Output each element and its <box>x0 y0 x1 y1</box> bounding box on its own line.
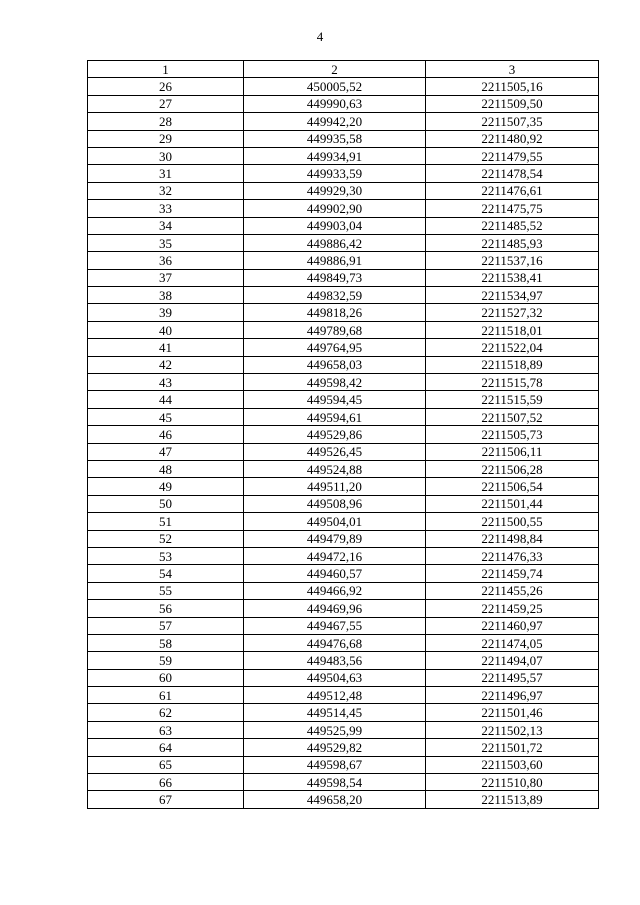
point-number-cell: 41 <box>88 339 244 356</box>
table-row <box>88 565 599 582</box>
x-coordinate-cell: 449472,16 <box>244 547 426 564</box>
x-coordinate-cell: 449467,55 <box>244 617 426 634</box>
table-row <box>88 460 599 477</box>
table-row <box>88 217 599 234</box>
table-row <box>88 130 599 147</box>
y-coordinate-cell: 2211485,93 <box>426 234 599 251</box>
y-coordinate-cell: 2211495,57 <box>426 669 599 686</box>
y-coordinate-cell: 2211498,84 <box>426 530 599 547</box>
y-coordinate-cell: 2211494,07 <box>426 652 599 669</box>
point-number-cell: 54 <box>88 565 244 582</box>
table-row <box>88 739 599 756</box>
y-coordinate-cell: 2211500,55 <box>426 513 599 530</box>
y-coordinate-cell: 2211506,28 <box>426 460 599 477</box>
y-coordinate-cell: 2211507,52 <box>426 408 599 425</box>
x-coordinate-cell: 449658,20 <box>244 791 426 808</box>
x-coordinate-cell: 449476,68 <box>244 634 426 651</box>
y-coordinate-cell: 2211496,97 <box>426 687 599 704</box>
y-coordinate-cell: 2211501,72 <box>426 739 599 756</box>
point-number-cell: 49 <box>88 478 244 495</box>
coordinates-table <box>87 60 599 809</box>
y-coordinate-cell: 2211510,80 <box>426 774 599 791</box>
x-coordinate-cell: 449929,30 <box>244 182 426 199</box>
x-coordinate-cell: 450005,52 <box>244 78 426 95</box>
y-coordinate-cell: 2211459,74 <box>426 565 599 582</box>
table-row <box>88 704 599 721</box>
y-coordinate-cell: 2211505,73 <box>426 426 599 443</box>
table-row <box>88 669 599 686</box>
point-number-cell: 35 <box>88 234 244 251</box>
table-row <box>88 721 599 738</box>
y-coordinate-cell: 2211506,11 <box>426 443 599 460</box>
table-row <box>88 478 599 495</box>
page-number: 4 <box>316 29 324 44</box>
point-number-cell: 31 <box>88 165 244 182</box>
point-number-cell: 38 <box>88 287 244 304</box>
x-coordinate-cell: 449902,90 <box>244 200 426 217</box>
y-coordinate-cell: 2211509,50 <box>426 95 599 112</box>
x-coordinate-cell: 449598,42 <box>244 374 426 391</box>
table-row <box>88 391 599 408</box>
table-row <box>88 252 599 269</box>
point-number-cell: 30 <box>88 147 244 164</box>
x-coordinate-cell: 449466,92 <box>244 582 426 599</box>
table-row <box>88 95 599 112</box>
x-coordinate-cell: 449658,03 <box>244 356 426 373</box>
y-coordinate-cell: 2211476,33 <box>426 547 599 564</box>
x-coordinate-cell: 449512,48 <box>244 687 426 704</box>
table-row <box>88 495 599 512</box>
column-header-1: 1 <box>88 61 244 78</box>
point-number-cell: 65 <box>88 756 244 773</box>
y-coordinate-cell: 2211513,89 <box>426 791 599 808</box>
table-row <box>88 78 599 95</box>
table-row <box>88 530 599 547</box>
point-number-cell: 66 <box>88 774 244 791</box>
point-number-cell: 50 <box>88 495 244 512</box>
table-row <box>88 287 599 304</box>
point-number-cell: 63 <box>88 721 244 738</box>
x-coordinate-cell: 449935,58 <box>244 130 426 147</box>
y-coordinate-cell: 2211534,97 <box>426 287 599 304</box>
y-coordinate-cell: 2211503,60 <box>426 756 599 773</box>
table-row <box>88 147 599 164</box>
y-coordinate-cell: 2211474,05 <box>426 634 599 651</box>
table-row <box>88 634 599 651</box>
y-coordinate-cell: 2211485,52 <box>426 217 599 234</box>
y-coordinate-cell: 2211518,01 <box>426 321 599 338</box>
point-number-cell: 64 <box>88 739 244 756</box>
x-coordinate-cell: 449514,45 <box>244 704 426 721</box>
table-row <box>88 443 599 460</box>
x-coordinate-cell: 449483,56 <box>244 652 426 669</box>
x-coordinate-cell: 449529,82 <box>244 739 426 756</box>
point-number-cell: 44 <box>88 391 244 408</box>
x-coordinate-cell: 449832,59 <box>244 287 426 304</box>
x-coordinate-cell: 449598,54 <box>244 774 426 791</box>
x-coordinate-cell: 449818,26 <box>244 304 426 321</box>
y-coordinate-cell: 2211502,13 <box>426 721 599 738</box>
header-row <box>88 61 599 78</box>
point-number-cell: 34 <box>88 217 244 234</box>
x-coordinate-cell: 449504,01 <box>244 513 426 530</box>
point-number-cell: 57 <box>88 617 244 634</box>
x-coordinate-cell: 449511,20 <box>244 478 426 495</box>
x-coordinate-cell: 449504,63 <box>244 669 426 686</box>
point-number-cell: 46 <box>88 426 244 443</box>
point-number-cell: 37 <box>88 269 244 286</box>
table-row <box>88 356 599 373</box>
point-number-cell: 51 <box>88 513 244 530</box>
table-row <box>88 408 599 425</box>
y-coordinate-cell: 2211507,35 <box>426 113 599 130</box>
x-coordinate-cell: 449789,68 <box>244 321 426 338</box>
table-row <box>88 182 599 199</box>
point-number-cell: 59 <box>88 652 244 669</box>
point-number-cell: 43 <box>88 374 244 391</box>
point-number-cell: 56 <box>88 600 244 617</box>
column-header-2: 2 <box>244 61 426 78</box>
point-number-cell: 62 <box>88 704 244 721</box>
table-header <box>88 61 599 78</box>
x-coordinate-cell: 449525,99 <box>244 721 426 738</box>
point-number-cell: 26 <box>88 78 244 95</box>
x-coordinate-cell: 449526,45 <box>244 443 426 460</box>
point-number-cell: 53 <box>88 547 244 564</box>
y-coordinate-cell: 2211501,44 <box>426 495 599 512</box>
point-number-cell: 52 <box>88 530 244 547</box>
table-row <box>88 269 599 286</box>
x-coordinate-cell: 449903,04 <box>244 217 426 234</box>
x-coordinate-cell: 449886,42 <box>244 234 426 251</box>
point-number-cell: 39 <box>88 304 244 321</box>
table-row <box>88 513 599 530</box>
point-number-cell: 36 <box>88 252 244 269</box>
x-coordinate-cell: 449990,63 <box>244 95 426 112</box>
table-row <box>88 617 599 634</box>
point-number-cell: 33 <box>88 200 244 217</box>
table-row <box>88 687 599 704</box>
x-coordinate-cell: 449594,45 <box>244 391 426 408</box>
table-row <box>88 304 599 321</box>
y-coordinate-cell: 2211475,75 <box>426 200 599 217</box>
point-number-cell: 48 <box>88 460 244 477</box>
y-coordinate-cell: 2211518,89 <box>426 356 599 373</box>
table-row <box>88 652 599 669</box>
table-row <box>88 426 599 443</box>
table-row <box>88 200 599 217</box>
y-coordinate-cell: 2211460,97 <box>426 617 599 634</box>
point-number-cell: 67 <box>88 791 244 808</box>
table-row <box>88 582 599 599</box>
table-row <box>88 234 599 251</box>
table-body <box>88 78 599 808</box>
y-coordinate-cell: 2211515,78 <box>426 374 599 391</box>
point-number-cell: 47 <box>88 443 244 460</box>
x-coordinate-cell: 449934,91 <box>244 147 426 164</box>
point-number-cell: 60 <box>88 669 244 686</box>
table-row <box>88 321 599 338</box>
point-number-cell: 27 <box>88 95 244 112</box>
x-coordinate-cell: 449598,67 <box>244 756 426 773</box>
x-coordinate-cell: 449524,88 <box>244 460 426 477</box>
point-number-cell: 58 <box>88 634 244 651</box>
table-row <box>88 600 599 617</box>
table-row <box>88 756 599 773</box>
point-number-cell: 29 <box>88 130 244 147</box>
y-coordinate-cell: 2211501,46 <box>426 704 599 721</box>
x-coordinate-cell: 449508,96 <box>244 495 426 512</box>
table-row <box>88 113 599 130</box>
y-coordinate-cell: 2211506,54 <box>426 478 599 495</box>
table-row <box>88 165 599 182</box>
table-row <box>88 791 599 808</box>
table-row <box>88 774 599 791</box>
x-coordinate-cell: 449469,96 <box>244 600 426 617</box>
x-coordinate-cell: 449479,89 <box>244 530 426 547</box>
y-coordinate-cell: 2211522,04 <box>426 339 599 356</box>
x-coordinate-cell: 449849,73 <box>244 269 426 286</box>
point-number-cell: 55 <box>88 582 244 599</box>
y-coordinate-cell: 2211505,16 <box>426 78 599 95</box>
y-coordinate-cell: 2211476,61 <box>426 182 599 199</box>
y-coordinate-cell: 2211527,32 <box>426 304 599 321</box>
y-coordinate-cell: 2211479,55 <box>426 147 599 164</box>
y-coordinate-cell: 2211480,92 <box>426 130 599 147</box>
column-header-3: 3 <box>426 61 599 78</box>
table-row <box>88 339 599 356</box>
y-coordinate-cell: 2211515,59 <box>426 391 599 408</box>
x-coordinate-cell: 449942,20 <box>244 113 426 130</box>
y-coordinate-cell: 2211455,26 <box>426 582 599 599</box>
point-number-cell: 32 <box>88 182 244 199</box>
point-number-cell: 61 <box>88 687 244 704</box>
y-coordinate-cell: 2211459,25 <box>426 600 599 617</box>
x-coordinate-cell: 449764,95 <box>244 339 426 356</box>
y-coordinate-cell: 2211538,41 <box>426 269 599 286</box>
table-row <box>88 547 599 564</box>
point-number-cell: 45 <box>88 408 244 425</box>
point-number-cell: 40 <box>88 321 244 338</box>
x-coordinate-cell: 449529,86 <box>244 426 426 443</box>
x-coordinate-cell: 449886,91 <box>244 252 426 269</box>
x-coordinate-cell: 449460,57 <box>244 565 426 582</box>
x-coordinate-cell: 449933,59 <box>244 165 426 182</box>
x-coordinate-cell: 449594,61 <box>244 408 426 425</box>
y-coordinate-cell: 2211478,54 <box>426 165 599 182</box>
point-number-cell: 42 <box>88 356 244 373</box>
point-number-cell: 28 <box>88 113 244 130</box>
y-coordinate-cell: 2211537,16 <box>426 252 599 269</box>
table-row <box>88 374 599 391</box>
